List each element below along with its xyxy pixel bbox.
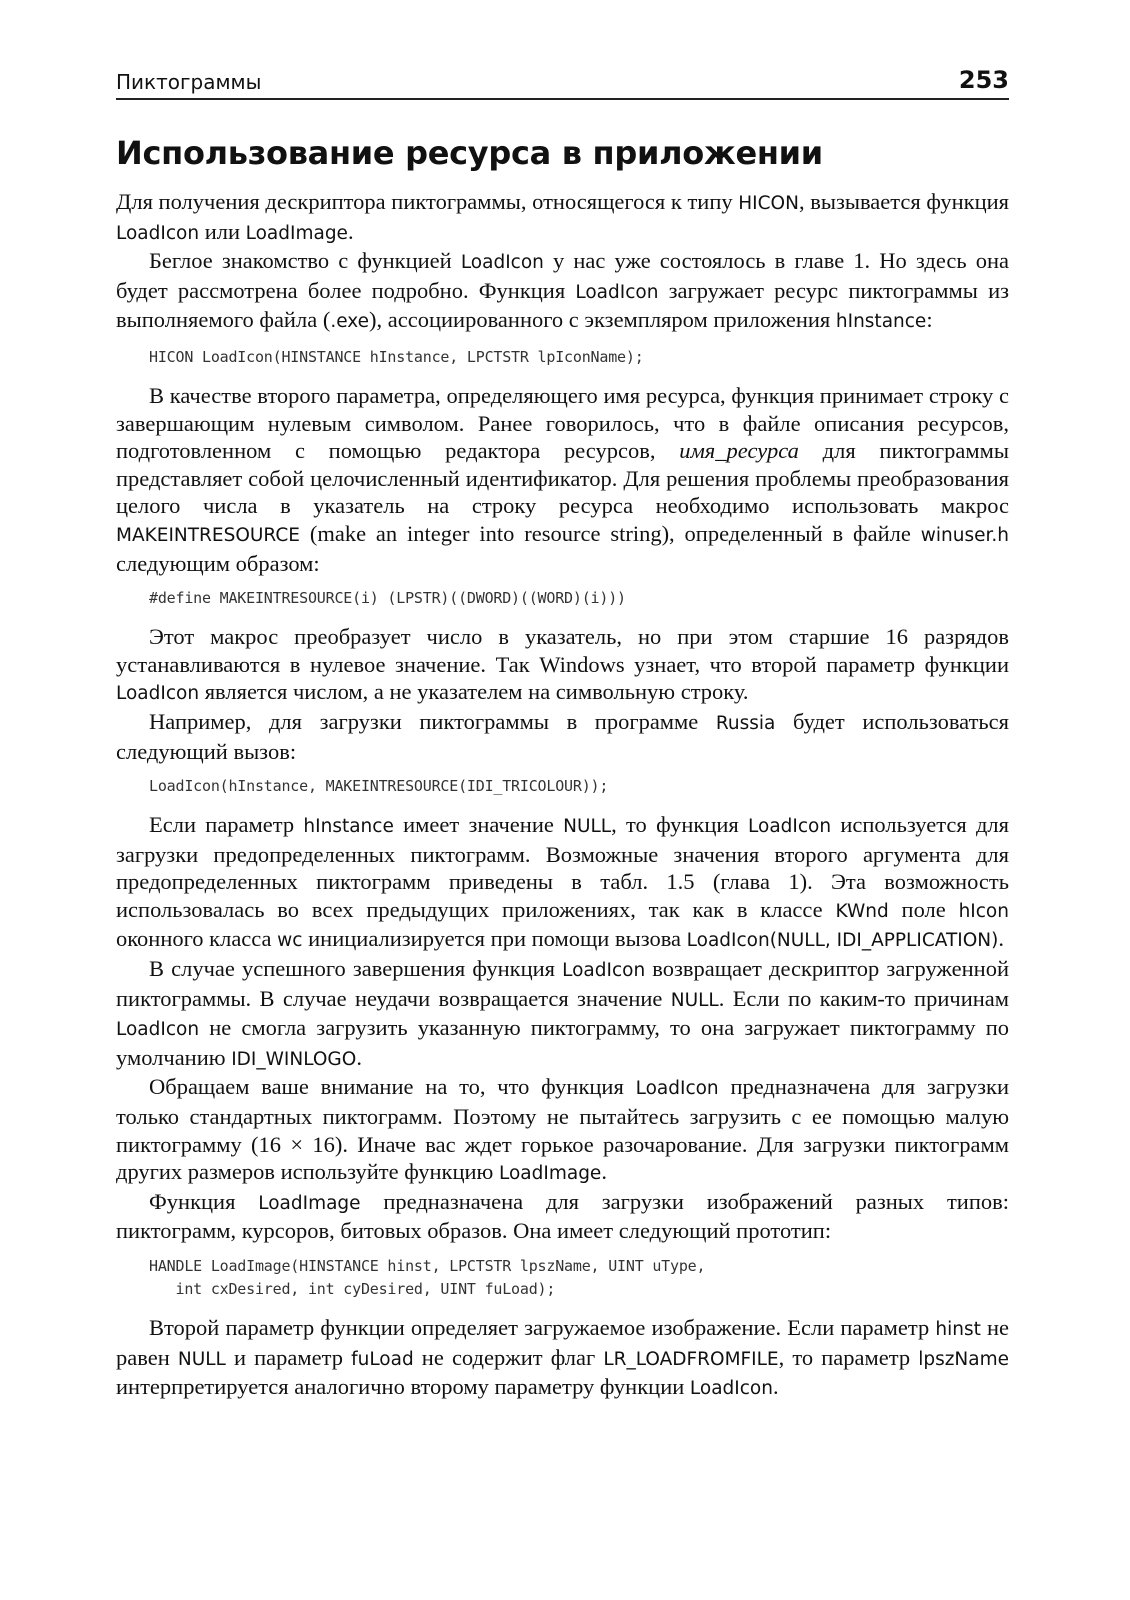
- code-term: fuLoad: [351, 1348, 414, 1370]
- book-page: [116, 58, 1009, 1403]
- page-number: 253: [958, 66, 1009, 94]
- code-term: .exe: [330, 311, 370, 333]
- code-term: LoadIcon: [116, 683, 200, 705]
- paragraph-5: Например, для загрузки пиктограммы в программе Russia будет использоваться следующий вызов:: [116, 708, 1009, 764]
- code-term: LoadImage: [258, 1192, 361, 1214]
- code-term: hIcon: [958, 900, 1009, 922]
- code-term: LoadIcon(NULL, IDI_APPLICATION): [686, 930, 999, 952]
- paragraph-6: Если параметр hInstance имеет значение NULL, то функция LoadIcon используется для загрузки предопределенных пиктограмм. Возможные значения второго аргумента для предопределенных пиктограмм приведены в табл. 1.5 (глава 1). Эта возможность использовалась во всех предыдущих приложениях, так как в классе KWnd поле hIcon оконного класса wc инициализируется при помощи вызова LoadIcon(NULL, IDI_APPLICATION).: [116, 812, 1009, 952]
- code-term: LoadIcon: [575, 281, 659, 303]
- running-header: [116, 58, 1009, 100]
- code-listing-call: LoadIcon(hInstance, MAKEINTRESOURCE(IDI_TRICOLOUR));: [149, 777, 609, 796]
- code-term: lpszName: [918, 1348, 1010, 1370]
- code-term: MAKEINTRESOURCE: [116, 524, 300, 546]
- paragraph-1: Для получения дескриптора пиктограммы, относящегося к типу HICON, вызывается функция LoadIcon или LoadImage.: [116, 189, 1009, 244]
- code-term: LoadIcon: [460, 252, 544, 274]
- code-term: hinst: [935, 1319, 981, 1340]
- code-listing-loadimage: HANDLE LoadImage(HINSTANCE hinst, LPCTSTR lpszName, UINT uType, int cxDesired, int cyDesired, UINT fuLoad);: [149, 1257, 706, 1298]
- code-term: IDI_WINLOGO: [231, 1048, 357, 1070]
- paragraph-2: Беглое знакомство с функцией LoadIcon у нас уже состоялось в главе 1. Но здесь она будет рассмотрена более подробно. Функция LoadIcon загружает ресурс пиктограммы из выполняемого файла (.exe), ассоциированного с экземпляром приложения hInstance:: [116, 248, 1010, 333]
- paragraph-4: Этот макрос преобразует число в указатель, но при этом старшие 16 разрядов устанавливаются в нулевое значение. Так Windows узнает, что второй параметр функции LoadIcon является числом, а не указателем на символьную строку.: [116, 624, 1009, 705]
- code-term: LR_LOADFROMFILE: [603, 1348, 779, 1370]
- code-term: LoadImage: [499, 1163, 602, 1185]
- code-term: KWnd: [835, 900, 889, 922]
- code-term: HICON: [738, 193, 799, 214]
- code-term: NULL: [670, 989, 719, 1011]
- italic-term: имя_ресурса: [679, 438, 799, 464]
- code-term: LoadIcon: [689, 1378, 773, 1400]
- section-title: Пиктограммы: [116, 70, 262, 94]
- code-term: LoadIcon: [748, 816, 832, 838]
- code-term: LoadIcon: [635, 1078, 719, 1100]
- code-listing-loadicon: HICON LoadIcon(HINSTANCE hInstance, LPCTSTR lpIconName);: [149, 347, 644, 366]
- code-term: LoadImage: [245, 222, 348, 244]
- paragraph-9: Функция LoadImage предназначена для загрузки изображений разных типов: пиктограмм, курсоров, битовых образов. Она имеет следующий прототип:: [116, 1188, 1009, 1244]
- code-term: LoadIcon: [116, 1019, 200, 1041]
- code-term: NULL: [177, 1348, 226, 1370]
- code-term: winuser.h: [920, 524, 1009, 546]
- code-term: wc: [277, 930, 303, 952]
- code-listing-define: #define MAKEINTRESOURCE(i) (LPSTR)((DWORD)((WORD)(i))): [149, 589, 626, 608]
- paragraph-8: Обращаем ваше внимание на то, что функция LoadIcon предназначена для загрузки только стандартных пиктограмм. Поэтому не пытайтесь загрузить с ее помощью малую пиктограмму (16 × 16). Иначе вас ждет горькое разочарование. Для загрузки пиктограмм других размеров используйте функцию LoadImage.: [116, 1074, 1009, 1185]
- code-term: Russia: [715, 712, 776, 734]
- code-term: NULL: [563, 816, 612, 838]
- section-heading: Использование ресурса в приложении: [116, 134, 823, 172]
- code-term: hInstance: [303, 816, 394, 838]
- paragraph-10: Второй параметр функции определяет загружаемое изображение. Если параметр hinst не равен NULL и параметр fuLoad не содержит флаг LR_LOADFROMFILE, то параметр lpszName интерпретируется аналогично второму параметру функции LoadIcon.: [116, 1315, 1010, 1400]
- paragraph-7: В случае успешного завершения функция LoadIcon возвращает дескриптор загруженной пиктограммы. В случае неудачи возвращается значение NULL. Если по каким-то причинам LoadIcon не смогла загрузить указанную пиктограмму, то она загружает пиктограмму по умолчанию IDI_WINLOGO.: [116, 956, 1010, 1070]
- paragraph-3: В качестве второго параметра, определяющего имя ресурса, функция принимает строку с завершающим нулевым символом. Ранее говорилось, что в файле описания ресурсов, подготовленном с помощью редактора ресурсов, имя_ресурса для пиктограммы представляет собой целочисленный идентификатор. Для решения проблемы преобразования целого числа в указатель на строку ресурса необходимо использовать макрос MAKEINTRESOURCE (make an integer into resource string), определенный в файле winuser.h следующим образом:: [116, 382, 1009, 576]
- code-term: LoadIcon: [562, 960, 646, 982]
- code-term: hInstance: [835, 311, 927, 333]
- code-term: LoadIcon: [116, 222, 200, 244]
